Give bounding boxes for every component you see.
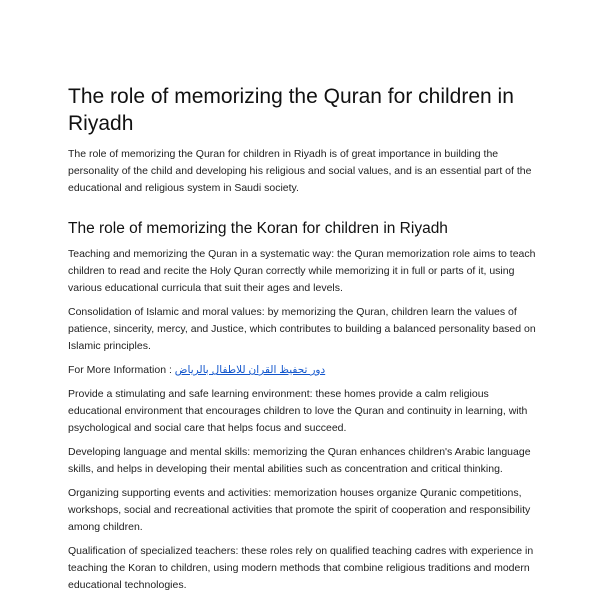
body-paragraph: Qualification of specialized teachers: these roles rely on qualified teaching cadres with experience in teaching the Koran to children, using modern methods that combine religious traditions and modern educational technologies. bbox=[68, 545, 534, 591]
document-content bbox=[68, 83, 538, 600]
body-paragraph: Consolidation of Islamic and moral values: by memorizing the Quran, children learn the values of patience, sincerity, mercy, and Justice, which contributes to building a balanced personality based on Islamic principles. bbox=[68, 306, 536, 352]
body-paragraph: Teaching and memorizing the Quran in a systematic way: the Quran memorization role aims to teach children to read and recite the Holy Quran correctly while memorizing it in full or parts of it, using various educational curricula that suit their ages and levels. bbox=[68, 248, 536, 294]
document-title: The role of memorizing the Quran for children in Riyadh bbox=[68, 85, 514, 135]
intro-paragraph: The role of memorizing the Quran for children in Riyadh is of great importance in building the personality of the child and developing his religious and social values, and is an essential part of the educational and religious system in Saudi society. bbox=[68, 148, 532, 194]
body-paragraph: Developing language and mental skills: memorizing the Quran enhances children's Arabic language skills, and helps in developing their mental abilities such as concentration and critical thinking. bbox=[68, 446, 531, 475]
more-info-link[interactable]: دور تحفيظ القران للاطفال بالرياض bbox=[174, 364, 326, 376]
body-paragraph: Organizing supporting events and activities: memorization houses organize Quranic competitions, workshops, social and recreational activities that promote the spirit of cooperation and responsibility among children. bbox=[68, 487, 531, 533]
more-info-line bbox=[68, 362, 538, 379]
section-heading: The role of memorizing the Koran for children in Riyadh bbox=[68, 220, 448, 237]
body-paragraph: Provide a stimulating and safe learning environment: these homes provide a calm religious educational environment that encourages children to love the Quran and continuity in learning, with psychological and social care that helps focus and succeed. bbox=[68, 388, 528, 434]
more-info-label: For More Information : bbox=[68, 364, 175, 376]
